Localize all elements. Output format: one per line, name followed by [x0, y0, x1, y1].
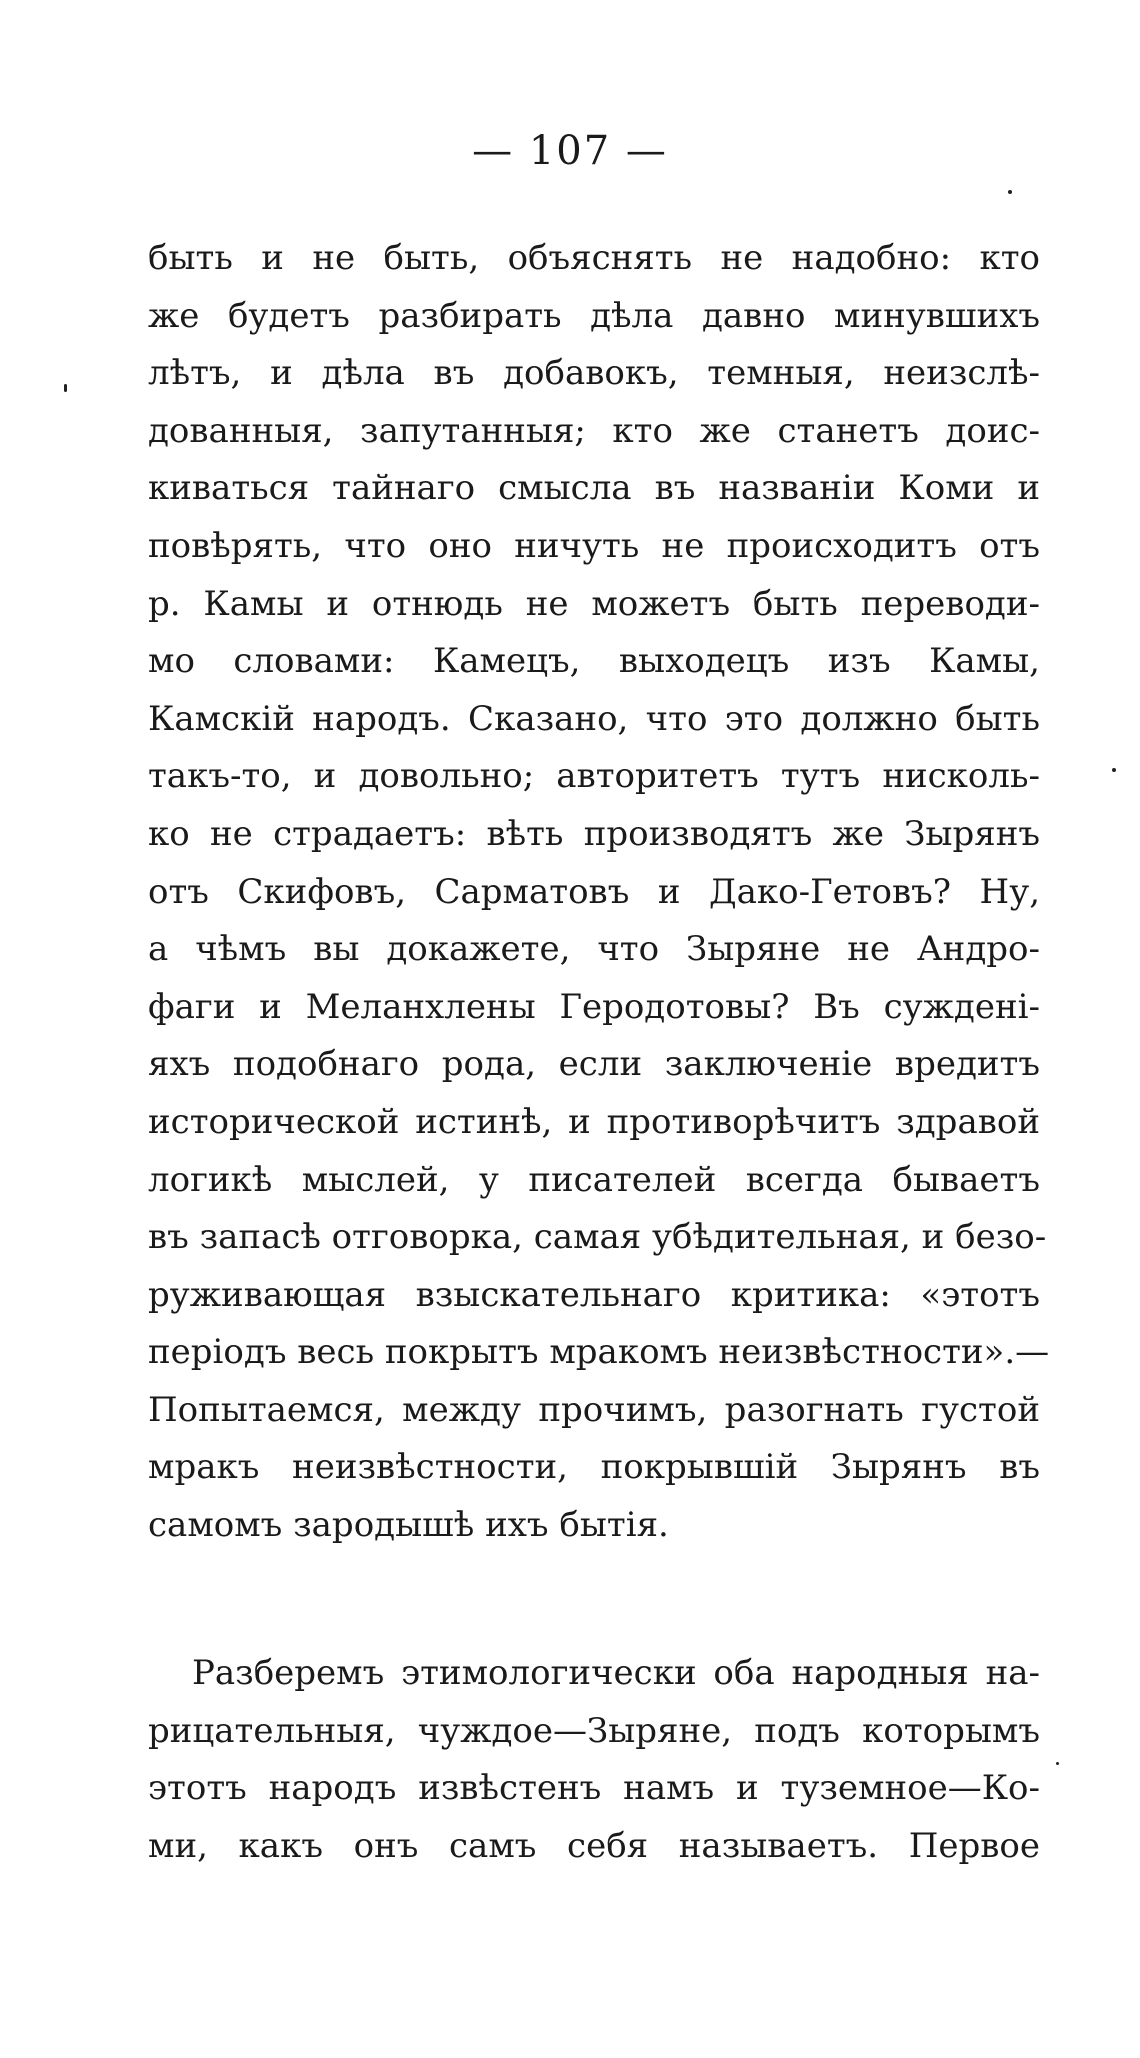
- print-speck: [1008, 190, 1012, 194]
- text-line: мракъ неизвѣстности, покрывшій Зырянъ въ: [148, 1447, 1040, 1488]
- text-line: фаги и Меланхлены Геродотовы? Въ суждені-: [148, 986, 1040, 1027]
- text-line: рицательныя, чуждое—Зыряне, подъ которымъ: [148, 1710, 1040, 1751]
- text-line: повѣрять, что оно ничуть не происходитъ отъ: [148, 525, 1040, 566]
- text-line: этотъ народъ извѣстенъ намъ и туземное—Ко-: [148, 1768, 1040, 1809]
- text-line: киваться тайнаго смысла въ названіи Коми и: [148, 468, 1040, 509]
- text-line: яхъ подобнаго рода, если заключеніе вредитъ: [148, 1044, 1040, 1085]
- print-speck: [64, 384, 67, 392]
- text-line: исторической истинѣ, и противорѣчитъ здравой: [148, 1101, 1040, 1142]
- text-line: а чѣмъ вы докажете, что Зыряне не Андро-: [148, 929, 1040, 970]
- text-line: періодъ весь покрытъ мракомъ неизвѣстности».—: [148, 1332, 1050, 1373]
- text-line: ми, какъ онъ самъ себя называетъ. Первое: [148, 1825, 1040, 1866]
- text-line: Попытаемся, между прочимъ, разогнать густой: [148, 1389, 1040, 1430]
- page-number: — 107 —: [472, 128, 668, 174]
- text-line: самомъ зародышѣ ихъ бытія.: [148, 1505, 669, 1546]
- print-speck: [1056, 1762, 1059, 1765]
- print-speck: [1112, 768, 1116, 772]
- text-line: отъ Скифовъ, Сарматовъ и Дако-Гетовъ? Ну,: [148, 871, 1040, 912]
- paragraph-1: [148, 230, 1050, 1555]
- text-line: Камскій народъ. Сказано, что это должно быть: [148, 698, 1040, 739]
- text-line: руживающая взыскательнаго критика: «этотъ: [148, 1274, 1040, 1315]
- text-line: же будетъ разбирать дѣла давно минувшихъ: [148, 295, 1040, 336]
- text-line: логикѣ мыслей, у писателей всегда бываетъ: [148, 1159, 1040, 1200]
- text-line: дованныя, запутанныя; кто же станетъ доис-: [148, 410, 1040, 451]
- text-line: Разберемъ этимологически оба народныя на-: [192, 1653, 1040, 1693]
- text-line: въ запасѣ отговорка, самая убѣдительная, и безо-: [148, 1217, 1047, 1258]
- text-line: мо словами: Камецъ, выходецъ изъ Камы,: [148, 641, 1040, 682]
- text-line: р. Камы и отнюдь не можетъ быть переводи-: [148, 583, 1040, 624]
- paragraph-2: [148, 1645, 1040, 1875]
- text-line: ко не страдаетъ: вѣть производятъ же Зырянъ: [148, 813, 1040, 854]
- text-line: быть и не быть, объяснять не надобно: кто: [148, 238, 1040, 278]
- text-line: лѣтъ, и дѣла въ добавокъ, темныя, неизслѣ-: [148, 353, 1040, 394]
- text-line: такъ-то, и довольно; авторитетъ тутъ нисколь-: [148, 756, 1040, 797]
